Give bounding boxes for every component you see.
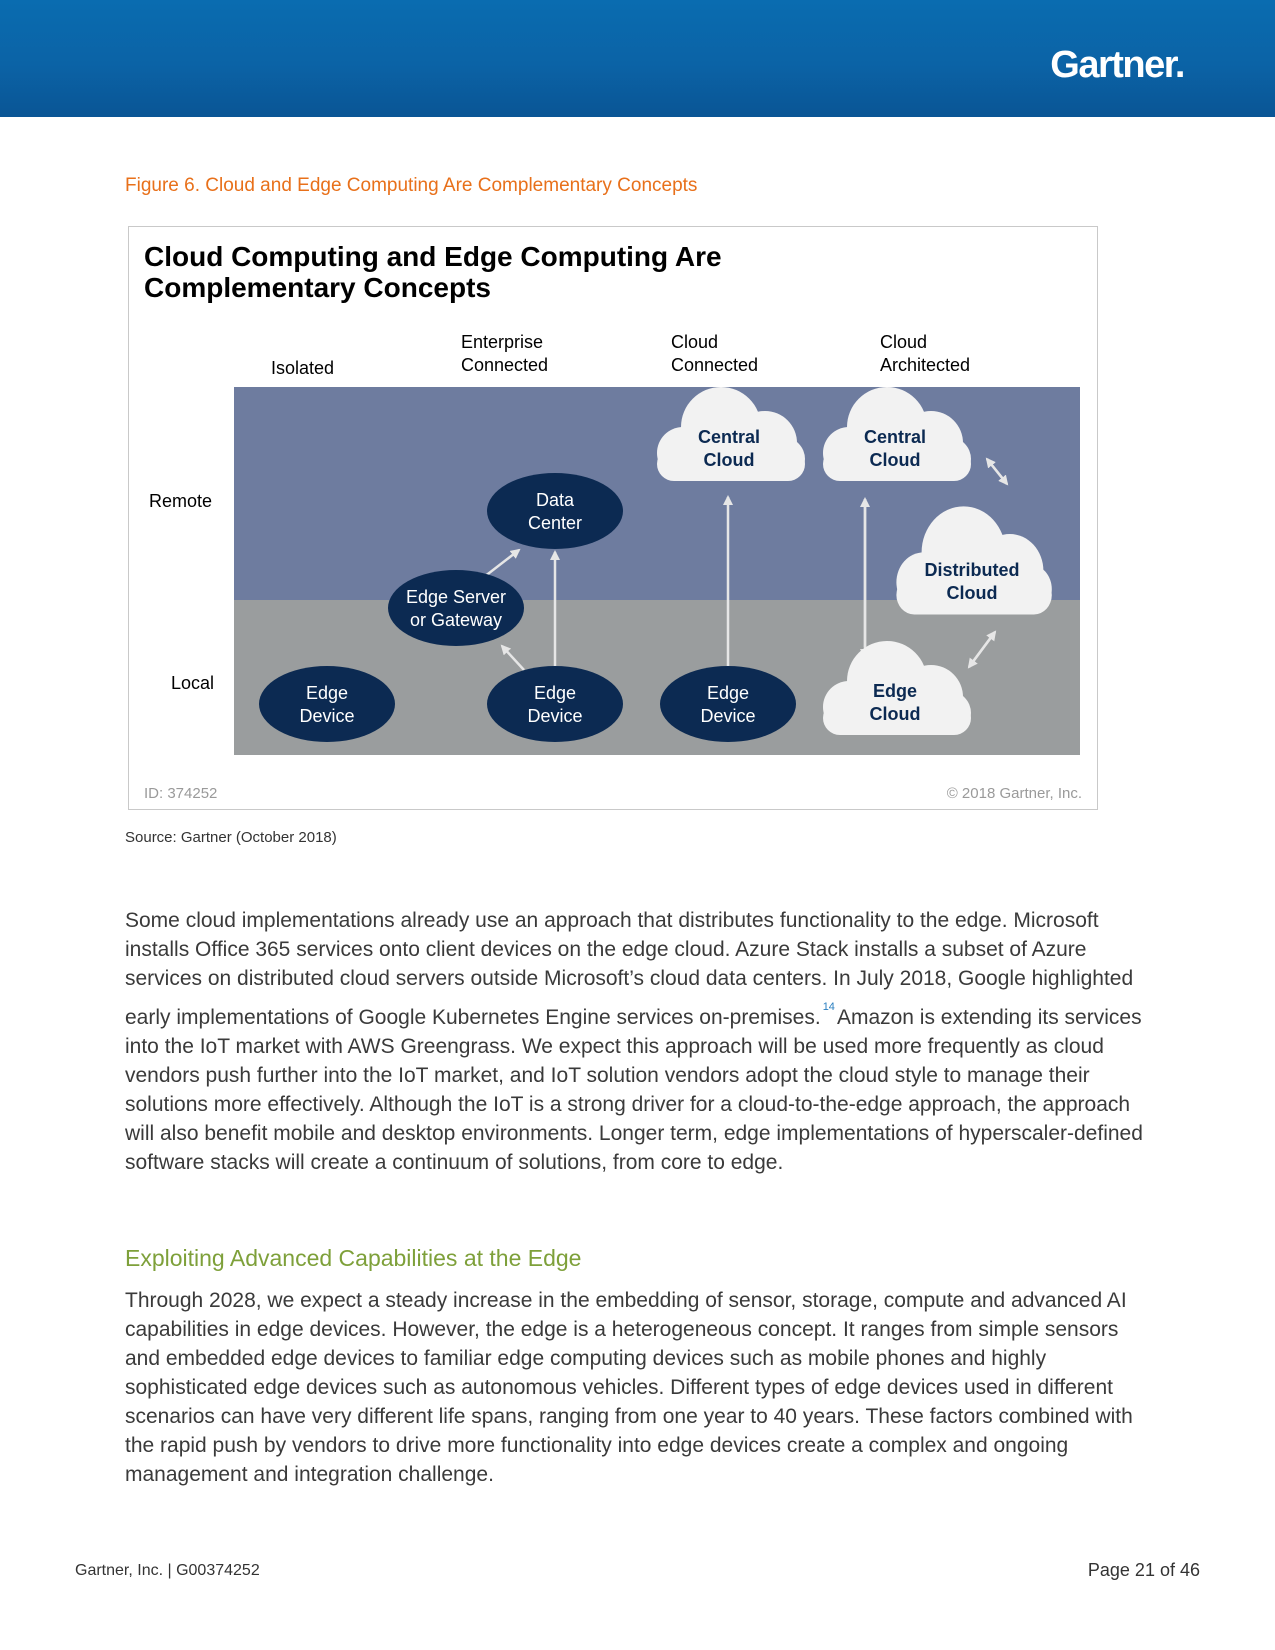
column-label-cloud-architected-line1: Cloud [880, 332, 928, 352]
node-edge-device-enterprise [487, 666, 623, 742]
svg-text:Central: Central [863, 427, 927, 447]
paragraph1-text-end: Amazon is extending its services into the IoT market with AWS Greengrass. We expect this approach will be used more frequently as cloud vendors push further into the IoT market, and IoT solution vendors adopt the cloud style to manage their solutions more effectively. Although the IoT is a strong driver for a cloud-to-the-edge approach, the approach will also benefit mobile and desktop environments. Longer term, edge implementations of hyperscaler-defined software stacks will create a continuum of solutions, from core to edge. [125, 1006, 1143, 1174]
header-band [0, 0, 1275, 117]
paragraph1-text-start: Some cloud implementations already use an approach that distributes functionality to the edge. Microsoft installs Office 365 services onto client devices on the edge cloud. Azure Stack installs a subset of Azure services on distributed cloud servers outside Microsoft’s cloud data centers. In July 2018, Google highlighted early implementations of Google Kubernetes Engine services on-premises. [125, 909, 1134, 1029]
figure-copyright: © 2018 Gartner, Inc. [946, 785, 1082, 802]
svg-text:Distributed: Distributed [924, 560, 1020, 580]
svg-text:Edge: Edge [533, 683, 577, 703]
row-label-local: Local [171, 673, 215, 693]
node-edge-device-isolated [259, 666, 395, 742]
svg-text:Device: Device [527, 706, 583, 726]
figure-box [128, 226, 1098, 810]
column-label-cloud-connected-line2: Connected [671, 355, 759, 375]
svg-text:Cloud: Cloud [869, 704, 921, 724]
figure-source: Source: Gartner (October 2018) [125, 829, 337, 846]
column-label-enterprise-line2: Connected [461, 355, 549, 375]
edge-cloud-diagram [129, 227, 1099, 811]
svg-text:Center: Center [527, 513, 583, 533]
column-label-cloud-architected-line2: Architected [880, 355, 971, 375]
svg-text:Cloud: Cloud [703, 450, 755, 470]
svg-text:Cloud: Cloud [946, 583, 998, 603]
svg-text:Cloud: Cloud [869, 450, 921, 470]
figure-caption: Figure 6. Cloud and Edge Computing Are Complementary Concepts [125, 175, 698, 196]
row-label-remote: Remote [149, 491, 213, 511]
svg-text:Data: Data [535, 490, 575, 510]
node-data-center [487, 473, 623, 549]
section-heading: Exploiting Advanced Capabilities at the Edge [125, 1245, 582, 1271]
gartner-logo: Gartner. [1050, 44, 1184, 86]
diagram-title-line1: Cloud Computing and Edge Computing Are [144, 241, 722, 272]
footer-page-number: Page 21 of 46 [1087, 1560, 1200, 1580]
svg-text:Device: Device [700, 706, 756, 726]
column-label-enterprise-line1: Enterprise [461, 332, 544, 352]
paragraph-cloud-implementations [125, 906, 1155, 1177]
figure-id: ID: 374252 [144, 785, 218, 802]
paragraph-advanced-capabilities: Through 2028, we expect a steady increase in the embedding of sensor, storage, compute and advanced AI capabilities in edge devices. However, the edge is a heterogeneous concept. It ranges from simple sensors and embedded edge devices to familiar edge computing devices such as mobile phones and highly sophisticated edge devices such as autonomous vehicles. Different types of edge devices used in different scenarios can have very different life spans, ranging from one year to 40 years. These factors combined with the rapid push by vendors to drive more functionality into edge devices create a complex and ongoing management and integration challenge. [125, 1289, 1133, 1486]
svg-text:Central: Central [697, 427, 761, 447]
diagram-title-line2: Complementary Concepts [144, 272, 491, 303]
column-label-cloud-connected-line1: Cloud [671, 332, 719, 352]
column-label-isolated: Isolated [271, 358, 335, 378]
node-edge-server-gateway [388, 570, 524, 646]
svg-text:Edge Server: Edge Server [405, 587, 507, 607]
svg-text:Device: Device [299, 706, 355, 726]
svg-text:or Gateway: or Gateway [409, 610, 503, 630]
footer-doc-id: Gartner, Inc. | G00374252 [75, 1562, 260, 1579]
svg-text:Edge: Edge [872, 681, 918, 701]
node-edge-device-cloud-connected [660, 666, 796, 742]
svg-text:Edge: Edge [706, 683, 750, 703]
footnote-ref-14[interactable]: 14 [822, 1001, 835, 1013]
svg-text:Edge: Edge [305, 683, 349, 703]
